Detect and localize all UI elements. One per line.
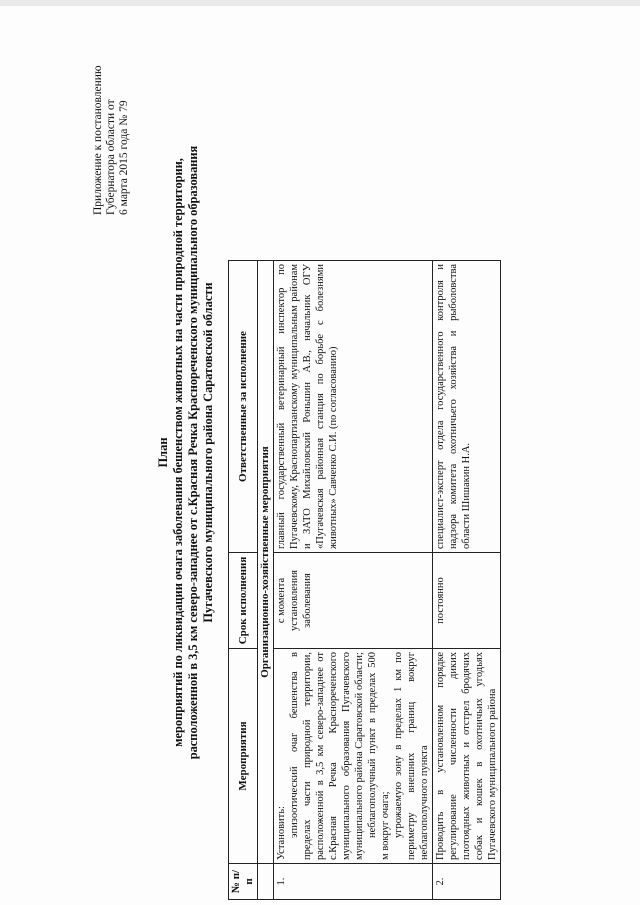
document-title bbox=[156, 0, 216, 905]
measures-table bbox=[228, 260, 501, 900]
header-deadline: Срок исполнения bbox=[229, 553, 258, 649]
row-1-measure-p3: угрожаемую зону в пределах 1 км по периметру внешних границ вокруг неблагополучного пункта bbox=[393, 652, 430, 860]
title-plan: План bbox=[156, 437, 170, 468]
row-1-responsible: главный государственный ветеринарный инспектор по Пугачевскому, Краснопартизанскому муниципальным районам и ЗАТО Михайловский Роньшин А.В., начальник ОГУ «Пугачевская районная станция по борьбе с болезнями животных» Савченко С.И. (по согласованию) bbox=[274, 261, 433, 553]
row-2-num: 2. bbox=[433, 864, 501, 900]
row-2-responsible: специалист-эксперт отдела государственного контроля и надзора комитета охотничьего хозяйства и рыболовства области Шишакин Н.А. bbox=[433, 261, 501, 553]
table-row bbox=[274, 261, 433, 900]
appendix-note bbox=[92, 0, 131, 215]
table-header-row bbox=[229, 261, 258, 900]
row-1-measure-intro: Установить: bbox=[276, 806, 287, 860]
title-line-4: Пугачевского муниципального района Саратовской области bbox=[201, 282, 215, 623]
row-1-measure-p1: эпизоотический очаг бешенства в пределах части природной территории, расположенной в 3,5 км северо-западнее от с.Красная Речка Краснореченского муниципального образования Пугачевского муниципального района Саратовской области; bbox=[289, 652, 365, 860]
appendix-line-3: 6 марта 2015 года № 79 bbox=[118, 100, 130, 215]
row-2-deadline: постоянно bbox=[433, 553, 501, 649]
header-measures: Мероприятия bbox=[229, 649, 258, 864]
section-num-cell bbox=[258, 864, 274, 900]
table-row bbox=[433, 261, 501, 900]
header-responsible: Ответственные за исполнение bbox=[229, 261, 258, 553]
row-1-measure bbox=[274, 649, 433, 864]
appendix-line-2: Губернатора области от bbox=[105, 99, 117, 215]
row-1-num: 1. bbox=[274, 864, 433, 900]
row-1-measure-p2: неблагополучный пункт в пределах 500 м вокруг очага; bbox=[367, 652, 391, 860]
row-1-deadline: с момента установления заболевания bbox=[274, 553, 433, 649]
header-num: № п/п bbox=[229, 864, 258, 900]
appendix-line-1: Приложение к постановлению bbox=[92, 65, 104, 215]
row-2-measure: Проводить в установленном порядке регулирование численности диких плотоядных животных и отстрел бродячих собак и кошек в охотничьих угодьях Пугачевского муниципального района bbox=[433, 649, 501, 864]
section-row bbox=[258, 261, 274, 900]
title-line-3: расположенной в 3,5 км северо-западнее от с.Красная Речка Краснореченского муниципального образования bbox=[186, 145, 200, 760]
title-line-2: мероприятий по ликвидации очага заболевания бешенством животных на части природной территории, bbox=[171, 158, 185, 747]
section-title: Организационно-хозяйственные мероприятия bbox=[258, 261, 274, 864]
